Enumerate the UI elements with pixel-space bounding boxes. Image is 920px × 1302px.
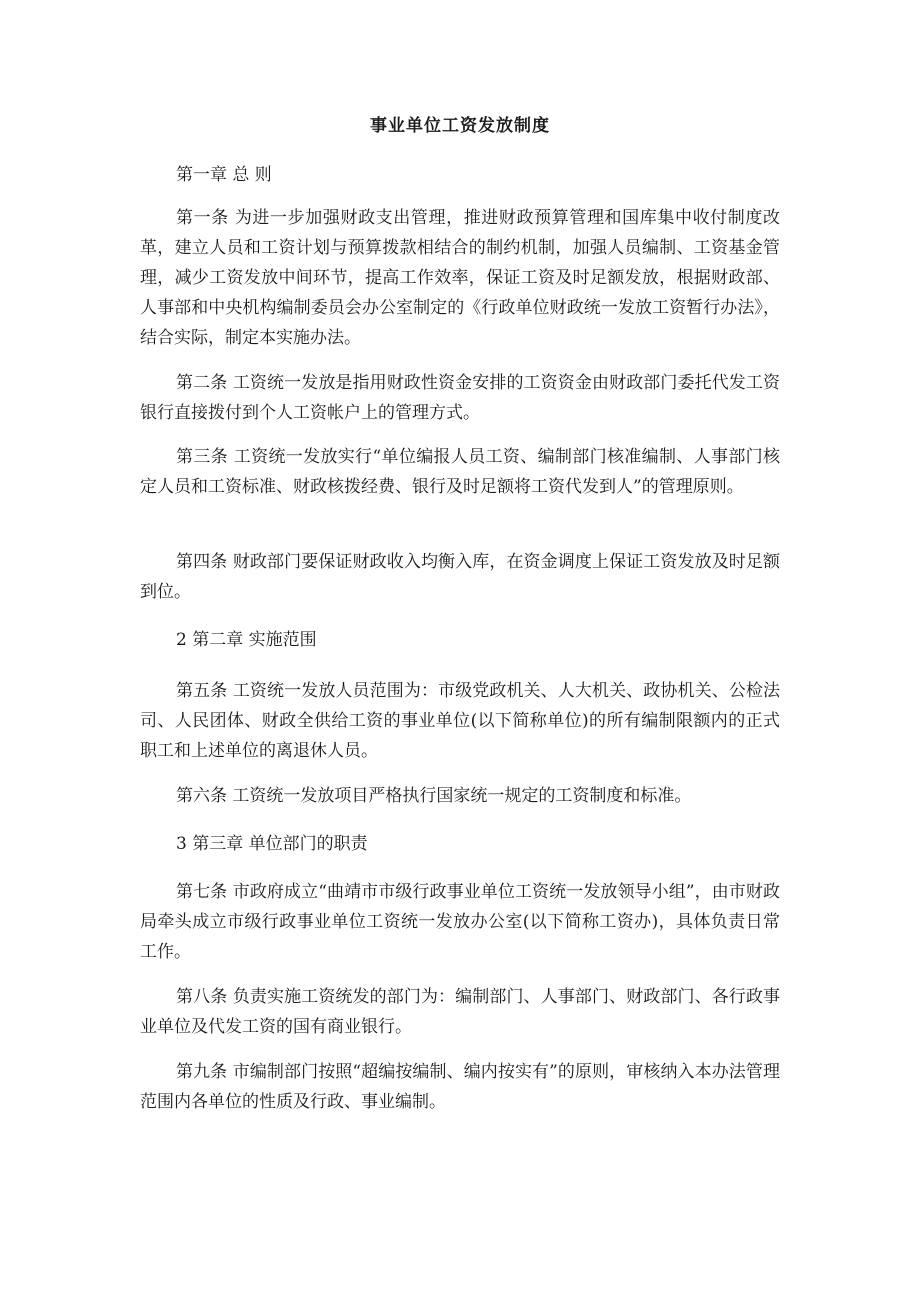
chapter-heading-2: 2 第二章 实施范围	[176, 630, 317, 650]
article-5: 第五条 工资统一发放人员范围为：市级党政机关、人大机关、政协机关、公检法司、人民团体、财政全供给工资的事业单位(以下简称单位)的所有编制限额内的正式职工和上述单位的离退休人员。	[140, 681, 780, 761]
document-title: 事业单位工资发放制度	[370, 116, 550, 136]
article-7: 第七条 市政府成立“曲靖市市级行政事业单位工资统一发放领导小组”，由市财政局牵头成立市级行政事业单位工资统一发放办公室(以下简称工资办)，具体负责日常工作。	[140, 882, 780, 962]
article-8: 第八条 负责实施工资统发的部门为：编制部门、人事部门、财政部门、各行政事业单位及代发工资的国有商业银行。	[140, 987, 780, 1037]
article-4: 第四条 财政部门要保证财政收入均衡入库，在资金调度上保证工资发放及时足额到位。	[140, 552, 780, 602]
chapter-heading-3: 3 第三章 单位部门的职责	[176, 834, 368, 854]
article-6: 第六条 工资统一发放项目严格执行国家统一规定的工资制度和标准。	[176, 786, 692, 806]
article-2: 第二条 工资统一发放是指用财政性资金安排的工资资金由财政部门委托代发工资银行直接拨付到个人工资帐户上的管理方式。	[140, 373, 780, 423]
article-9: 第九条 市编制部门按照“超编按编制、编内按实有”的原则，审核纳入本办法管理范围内各单位的性质及行政、事业编制。	[140, 1062, 780, 1112]
article-1: 第一条 为进一步加强财政支出管理，推进财政预算管理和国库集中收付制度改革，建立人员和工资计划与预算拨款相结合的制约机制，加强人员编制、工资基金管理，减少工资发放中间环节，提高工作效率，保证工资及时足额发放，根据财政部、人事部和中央机构编制委员会办公室制定的《行政单位财政统一发放工资暂行办法》，结合实际，制定本实施办法。	[140, 208, 780, 348]
article-3: 第三条 工资统一发放实行“单位编报人员工资、编制部门核准编制、人事部门核定人员和工资标准、财政核拨经费、银行及时足额将工资代发到人”的管理原则。	[140, 447, 780, 497]
chapter-heading-1: 第一章 总 则	[176, 165, 272, 185]
